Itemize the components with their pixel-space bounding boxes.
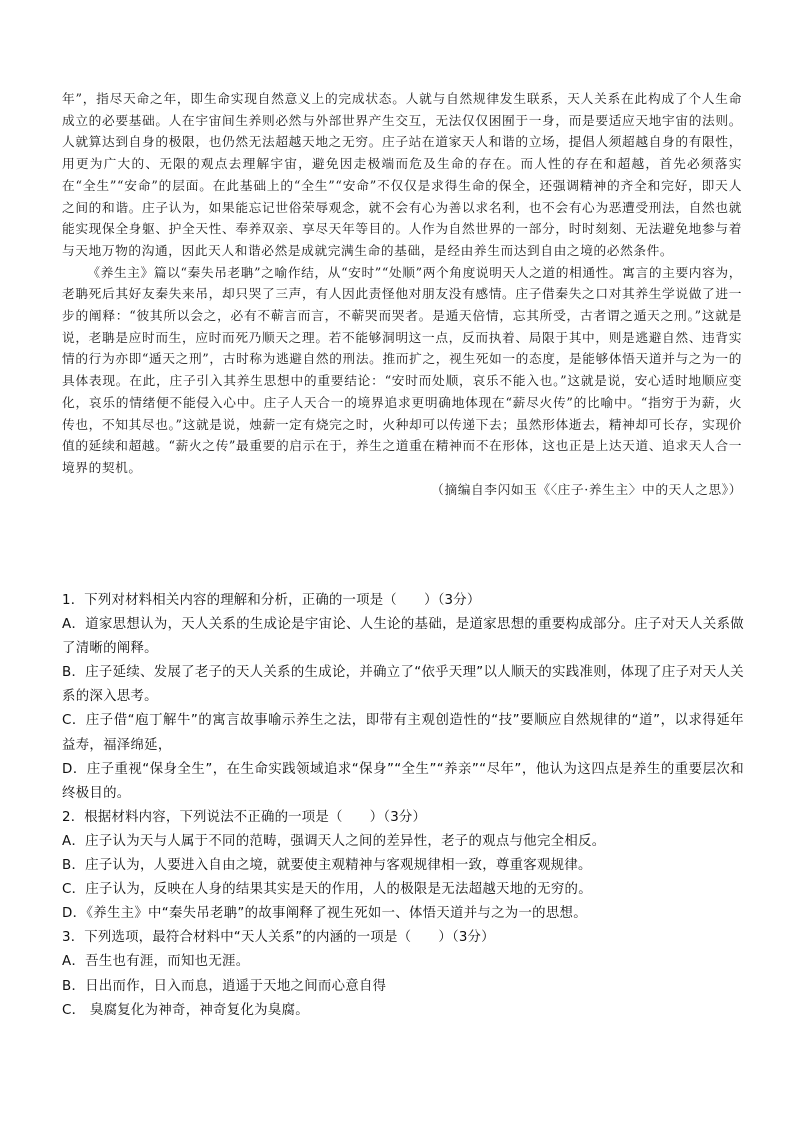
answer-option-b: B．日出而作，日入而息，逍遥于天地之间而心意自得 bbox=[62, 978, 387, 994]
question-3 bbox=[62, 926, 744, 1022]
answer-option-d: D．《养生主》中“秦失吊老聃”的故事阐释了视生死如一、体悟天道并与之为一的思想。 bbox=[62, 906, 587, 922]
answer-option-c: C． 臭腐复化为神奇，神奇复化为臭腐。 bbox=[62, 1002, 309, 1018]
answer-option-d: D．庄子重视“保身全生”，在生命实践领域追求“保身”“全生”“养亲”“尽年”，他认为这四点是养生的重要层次和终极目的。 bbox=[62, 761, 744, 801]
passage-paragraph-1: 年”，指尽天命之年，即生命实现自然意义上的完成状态。人就与自然规律发生联系，天人关系在此构成了个人生命成立的必要基础。人在宇宙间生养则必然与外部世界产生交互，无法仅仅困囿于一身，而是要适应天地宇宙的法则。人就算达到自身的极限，也仍然无法超越天地之无穷。庄子站在道家天人和谐的立场，提倡人须超越自身的有限性，用更为广大的、无限的观点去理解宇宙，避免因走极端而危及生命的存在。而人性的存在和超越，首先必须落实在“全生”“安命”的层面。在此基础上的“全生”“安命”不仅仅是求得生命的保全，还强调精神的齐全和完好，即天人之间的和谐。庄子认为，如果能忘记世俗荣辱观念，就不会有心为善以求名利，也不会有心为恶遭受刑法，自然也就能实现保全身躯、护全天性、奉养双亲、享尽天年等目的。人作为自然世界的一部分，时时刻刻、无法避免地参与着与天地万物的沟通，因此天人和谐必然是成就完满生命的基础，是经由养生而达到自由之境的必然条件。 bbox=[62, 91, 742, 258]
answer-option-a: A．庄子认为天与人属于不同的范畴，强调天人之间的差异性，老子的观点与他完全相反。 bbox=[62, 833, 606, 849]
answer-option-b: B．庄子延续、发展了老子的天人关系的生成论，并确立了“依乎天理”以人顺天的实践准则，体现了庄子对天人关系的深入思考。 bbox=[62, 665, 744, 705]
answer-option-c: C．庄子认为，反映在人身的结果其实是天的作用，人的极限是无法超越天地的无穷的。 bbox=[62, 882, 592, 898]
answer-option-a: A．道家思想认为，天人关系的生成论是宇宙论、人生论的基础，是道家思想的重要构成部分。庄子对天人关系做了清晰的阐释。 bbox=[62, 617, 744, 657]
question-1 bbox=[62, 589, 744, 806]
answer-option-c: C．庄子借“庖丁解牛”的寓言故事喻示养生之法，即带有主观创造性的“技”要顺应自然规律的“道”，以求得延年益寿，福泽绵延， bbox=[62, 713, 744, 753]
answer-option-b: B．庄子认为，人要进入自由之境，就要使主观精神与客观规律相一致，尊重客观规律。 bbox=[62, 858, 592, 874]
passage-paragraph-2: 《养生主》篇以“秦失吊老聃”之喻作结，从“安时”“处顺”两个角度说明天人之道的相通性。寓言的主要内容为，老聃死后其好友秦失来吊，却只哭了三声，有人因此责怪他对朋友没有感情。庄子借秦失之口对其养生学说做了进一步的阐释：“彼其所以会之，必有不蕲言而言，不蕲哭而哭者。是遁天倍情，忘其所受，古者谓之遁天之刑。”这就是说，老聃是应时而生，应时而死乃顺天之理。若不能够洞明这一点，反而执着、局限于其中，则是逃避自然、违背实情的行为亦即“遁天之刑”，古时称为逃避自然的刑法。推而扩之，视生死如一的态度，是能够体悟天道并与之为一的具体表现。在此，庄子引入其养生思想中的重要结论：“安时而处顺，哀乐不能入也。”这就是说，安心适时地顺应变化，哀乐的情绪便不能侵入心中。庄子人天合一的境界追求更明确地体现在“薪尽火传”的比喻中。“指穷于为薪，火传也，不知其尽也。”这就是说，烛薪一定有烧完之时，火种却可以传递下去；虽然形体逝去，精神却可长存，实现价值的延续和超越。“薪火之传”最重要的启示在于，养生之道重在精神而不在形体，这也正是上达天道、追求天人合一境界的契机。 bbox=[62, 264, 742, 475]
reading-passage bbox=[62, 88, 742, 500]
question-2 bbox=[62, 806, 744, 926]
question-stem: 3．下列选项，最符合材料中“天人关系”的内涵的一项是（ ）（3分） bbox=[62, 930, 495, 946]
question-stem: 1．下列对材料相关内容的理解和分析，正确的一项是（ ）（3分） bbox=[62, 593, 481, 608]
question-section bbox=[62, 589, 744, 1023]
answer-option-a: A．吾生也有涯，而知也无涯。 bbox=[62, 954, 250, 970]
passage-source: （摘编自李闪如玉《〈庄子·养生主〉中的天人之思》） bbox=[431, 481, 742, 497]
question-stem: 2．根据材料内容，下列说法不正确的一项是（ ）（3分） bbox=[62, 809, 427, 825]
